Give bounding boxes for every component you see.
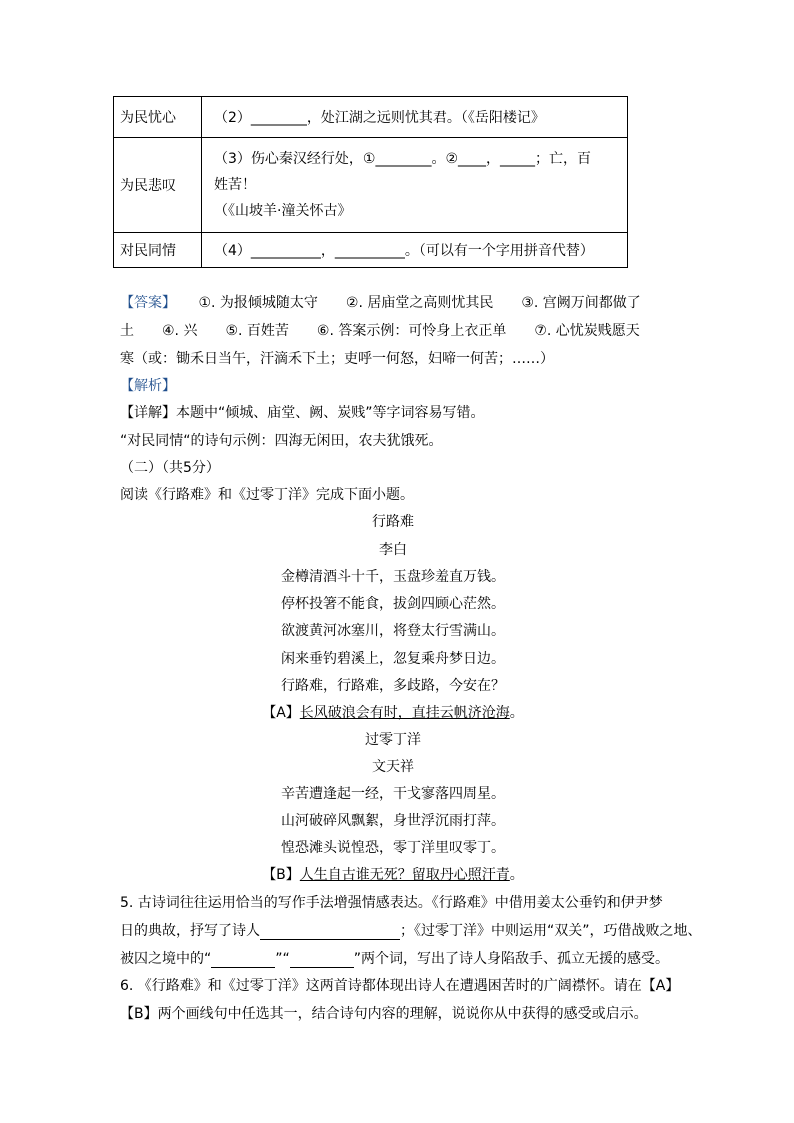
line-end: 。: [509, 705, 524, 721]
answer-line: [120, 292, 641, 312]
question-text: 被囚之境中的“: [120, 951, 212, 967]
question-text: ”“: [275, 951, 290, 967]
question-5-line: [120, 920, 702, 940]
poem1-line: 金樽清酒斗十千，玉盘珍羞直万钱。: [281, 569, 505, 585]
analysis-tag: 【解析】: [120, 378, 176, 394]
poem1-line: 闲来垂钓碧溪上，忽复乘舟梦日边。: [281, 651, 505, 667]
poem1-marked-line: [113, 702, 673, 722]
poem2-line: 辛苦遭逢起一经，干戈寥落四周星。: [281, 786, 505, 802]
poem2-author: 文天祥: [372, 759, 414, 775]
question-table: [113, 96, 628, 268]
question-text: ”两个词，写出了诗人身陷敌手、孤立无援的感受。: [353, 951, 670, 967]
row-content-line: （3）伤心秦汉经行处，①________。②____，_____；亡，百: [214, 151, 592, 167]
question-text: ；《过零丁洋》中则运用“双关”，巧借战败之地、: [400, 923, 702, 939]
answer-line: 土 ④. 兴 ⑤. 百姓苦 ⑥. 答案示例：可怜身上衣正单 ⑦. 心忧炭贱愿天: [120, 323, 640, 339]
answer-blank[interactable]: [290, 951, 354, 968]
poem2-line: 山河破碎风飘絮，身世浮沉雨打萍。: [281, 813, 505, 829]
poem2-line: 惶恐滩头说惶恐，零丁洋里叹零丁。: [281, 840, 505, 856]
question-6-line: 6. 《行路难》和《过零丁洋》这两首诗都体现出诗人在遭遇困苦时的广阔襟怀。请在【A】: [120, 978, 680, 994]
answer-blank[interactable]: [260, 923, 400, 940]
row-content: （4）__________，__________。（可以有一个字用拼音代替）: [202, 233, 628, 268]
row-content-line: （《山坡羊·潼关怀古》: [214, 203, 352, 219]
line-end: 。: [509, 867, 524, 883]
answer-blank[interactable]: [211, 951, 275, 968]
answer-line: 寒（或：锄禾日当午，汗滴禾下土；吏呼一何怒，妇啼一何苦；……）: [120, 351, 554, 367]
analysis-line: 【详解】本题中“倾城、庙堂、阙、炭贱”等字词容易写错。: [120, 405, 485, 421]
answer-tag: 【答案】: [120, 295, 176, 311]
poem2-marked-line: [113, 864, 673, 884]
question-6-line: 【B】两个画线句中任选其一，结合诗句内容的理解，说说你从中获得的感受或启示。: [120, 1006, 648, 1022]
poem1-title: 行路难: [372, 514, 414, 530]
marker-b: 【B】: [262, 867, 300, 883]
section-intro: 阅读《行路难》和《过零丁洋》完成下面小题。: [120, 487, 414, 503]
poem1-author: 李白: [379, 542, 407, 558]
row-label: 为民悲叹: [114, 138, 202, 233]
poem1-line: 行路难，行路难，多歧路，今安在？: [281, 678, 505, 694]
row-label: 为民忧心: [114, 97, 202, 138]
question-text: 日的典故，抒写了诗人: [120, 923, 260, 939]
table-row: [114, 97, 628, 138]
underlined-sentence-a: 长风破浪会有时，直挂云帆济沧海: [299, 705, 510, 721]
question-5-line: 5. 古诗词往往运用恰当的写作手法增强情感表达。《行路难》中借用姜太公垂钓和伊尹梦: [120, 895, 663, 911]
section-heading: （二）（共5分）: [120, 460, 220, 476]
row-content-line: 姓苦！: [214, 177, 256, 193]
analysis-line: “对民同情“的诗句示例：四海无闲田，农夫犹饿死。: [120, 433, 443, 449]
poem2-title: 过零丁洋: [365, 732, 421, 748]
answer-text: ①. 为报倾城随太守 ②. 居庙堂之高则忧其民 ③. 宫阙万间都做了: [198, 295, 641, 311]
table-row: [114, 233, 628, 268]
poem1-line: 欲渡黄河冰塞川，将登太行雪满山。: [281, 623, 505, 639]
question-5-line: [120, 948, 669, 968]
row-content: [202, 138, 628, 233]
row-content: （2）________，处江湖之远则忧其君。（《岳阳楼记》: [202, 97, 628, 138]
row-label: 对民同情: [114, 233, 202, 268]
underlined-sentence-b: 人生自古谁无死？留取丹心照汗青: [299, 867, 510, 883]
poem1-line: 停杯投箸不能食，拔剑四顾心茫然。: [281, 596, 505, 612]
table-row: [114, 138, 628, 233]
marker-a: 【A】: [262, 705, 300, 721]
